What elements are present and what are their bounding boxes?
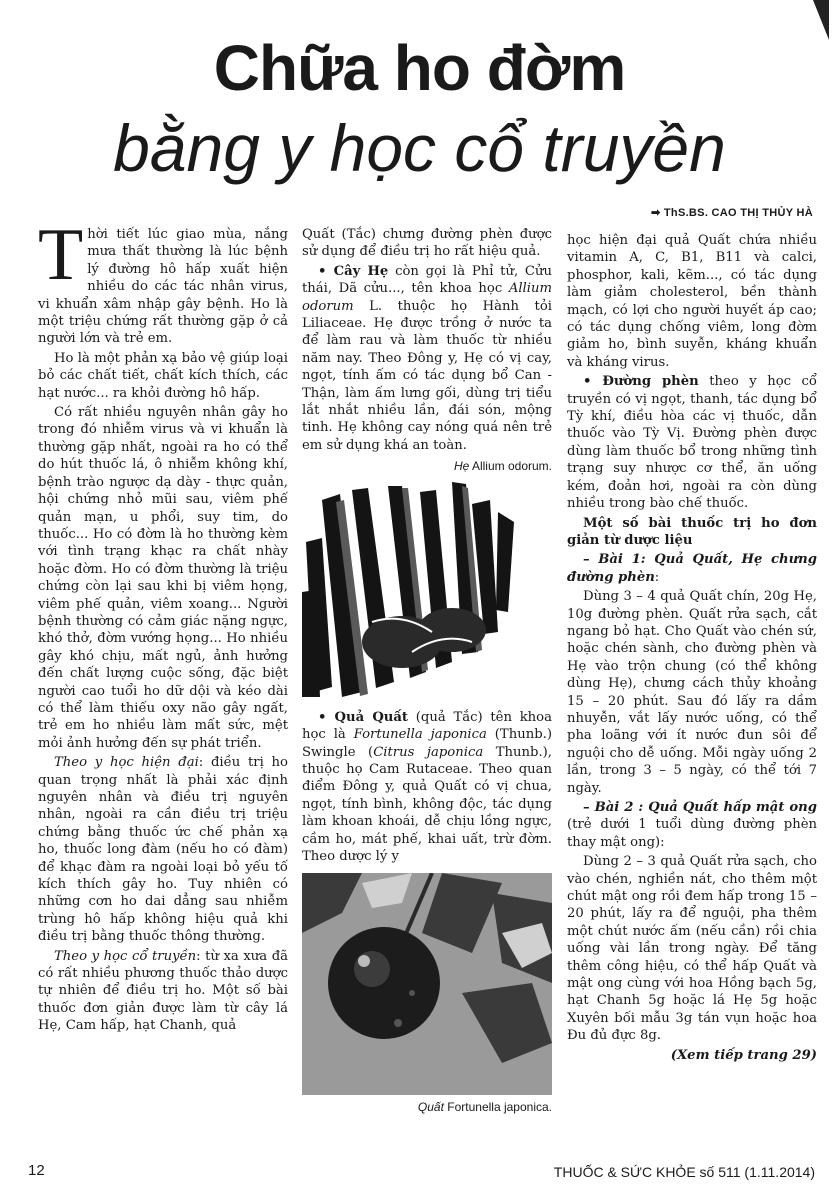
article-title-line1: Chữa ho đờm	[213, 32, 626, 104]
drop-cap: T	[38, 214, 84, 296]
chives-photo	[302, 482, 552, 697]
publication-footer: THUỐC & SỨC KHỎE số 511 (1.11.2014)	[553, 1164, 815, 1180]
photo-caption-kumquat: Quất Fortunella japonica.	[417, 1100, 552, 1115]
page-number: 12	[28, 1162, 45, 1179]
emphasis: Theo y học hiện đại	[54, 755, 199, 771]
recipe-1-title: – Bài 1: Quả Quất, Hẹ chưng đường phèn:	[567, 552, 817, 585]
chives-illustration	[302, 482, 552, 697]
section-heading: Một số bài thuốc trị ho đơn giản từ dược liệu	[567, 515, 817, 548]
recipe-2-body: Dùng 2 – 3 quả Quất rửa sạch, cho vào chén, nghiền nát, cho thêm một chút mật ong rồi đem hấp trong 15 – 20 phút, lấy ra để nguội, pha thêm một chút nước ấm (nếu cần) rồi chia uống vài lần trong ngày. Để tăng thêm công hiệu, có thể hấp Quất và mật ong cùng với hoa Hồng bạch 5g, hạt Chanh 5g hoặc lá Hẹ 5g hoặc Xuyên bối mẫu 3g tán vụn hoặc hoa Đu đủ đực 8g.	[567, 854, 817, 1044]
article-author: ➡ ThS.BS. CAO THỊ THỦY HÀ	[651, 207, 813, 219]
paragraph: • Cây Hẹ còn gọi là Phỉ tử, Cửu thái, Dã cửu..., tên khoa học Allium odorum L. thuộc họ Hành tỏi Liliaceae. Hẹ được trồng ở nước ta để làm rau và làm thuốc từ nhiều năm nay. Theo Đông y, Hẹ có vị cay, ngọt, tính ấm có tác dụng bổ Can - Thận, làm ấm lưng gối, dùng trị tiểu lắt nhắt nhiều lần, đái són, mộng tinh. Hẹ không cay nóng quá nên trẻ em sử dụng khá an toàn.	[302, 263, 553, 453]
paragraph: Theo y học cổ truyền: từ xa xưa đã có rất nhiều phương thuốc thảo dược tự nhiên để điều trị ho. Một số bài thuốc đơn giản được làm từ cây lá Hẹ, Cam hấp, hạt Chanh, quả	[38, 948, 288, 1034]
paragraph: Có rất nhiều nguyên nhân gây ho trong đó nhiễm virus và vi khuẩn là thường gặp nhất, ngoài ra ho có thể do hút thuốc lá, ô nhiễm không khí, bệnh trào ngược dạ dày - thực quản, hội chứng nhỏ mũi sau, viêm phế quản mạn, u phổi, suy tim, do thuốc... Ho có đờm là ho thường kèm với tình trạng khạc ra chất nhày hoặc đờm. Ho có đờm thường là triệu chứng còn lại sau khi bị viêm họng, viêm phế quản, viêm xoang... Người bệnh thường có cảm giác nặng ngực, khó thở, đờm vướng họng... Ho nhiều gây khó chịu, mất ngủ, ảnh hưởng đến chất lượng cuộc sống, đặc biệt người cao tuổi ho dữ dội và kéo dài có thể làm thiếu oxy não gây ngất, trẻ em ho nhiều làm mất sức, mệt mỏi ảnh hưởng đến sự phát triển.	[38, 405, 288, 751]
bullet-heading: • Quả Quất	[318, 709, 409, 725]
paragraph: • Quả Quất (quả Tắc) tên khoa học là Fortunella japonica (Thunb.) Swingle (Citrus japonica Thunb.), thuộc họ Cam Rutaceae. Theo quan điểm Đông y, quả Quất có vị chua, ngọt, tính bình, không độc, tác dụng làm khoan khoái, dễ chịu lồng ngực, cầm ho, mát phế, khai uất, trừ đờm. Theo dược lý y	[302, 709, 552, 864]
photo-caption-chives: Hẹ Allium odorum.	[453, 459, 552, 474]
kumquat-photo	[302, 873, 552, 1095]
kumquat-illustration	[302, 873, 552, 1095]
paragraph: học hiện đại quả Quất chứa nhiều vitamin A, C, B1, B11 và calci, phosphor, kali, kẽm..., có tác dụng làm giảm cholesterol, bền thành mạch, có lợi cho người huyết áp cao; có tác dụng chống viêm, long đờm giảm ho, bình suyễn, kháng khuẩn và kháng virus.	[567, 233, 817, 370]
emphasis: Theo y học cổ truyền	[54, 948, 197, 964]
paragraph: Quất (Tắc) chưng đường phèn được sử dụng để điều trị ho rất hiệu quả.	[302, 227, 552, 260]
bullet-heading: • Cây Hẹ	[318, 263, 389, 279]
column-3	[567, 232, 817, 1066]
column-1	[38, 214, 288, 1037]
paragraph: • Đường phèn theo y học cổ truyền có vị ngọt, thanh, tác dụng bổ Tỳ khí, điều hòa các vị thuốc, dẫn thuốc vào Tỳ Vị. Đường phèn được dùng làm thuốc bổ trong những tình trạng suy nhược cơ thể, ăn uống kém, đoản hơi, ngoài ra còn dùng nhiều trong bào chế thuốc.	[567, 374, 817, 512]
intro-paragraph: Thời tiết lúc giao mùa, nắng mưa thất thường là lúc bệnh lý đường hô hấp xuất hiện nhiều do các tác nhân virus, vi khuẩn xâm nhập gây bệnh. Ho là một triệu chứng rất thường gặp ở cả người lớn và trẻ em.	[38, 214, 288, 347]
bullet-heading: • Đường phèn	[583, 374, 699, 390]
recipe-2-title: – Bài 2 : Quả Quất hấp mật ong (trẻ dưới 1 tuổi dùng đường phèn thay mật ong):	[567, 800, 817, 850]
column-2	[302, 226, 552, 1123]
paragraph: Theo y học hiện đại: điều trị ho quan trọng nhất là phải xác định nguyên nhân và điều trị nguyên nhân, ngoài ra cần điều trị triệu chứng bằng thuốc ức chế phản xạ ho, thuốc long đàm (nếu ho có đàm) để khạc đàm ra ngoài loại bỏ yếu tố kích thích gây ho. Tuy nhiên có những cơn ho dai dẳng sau nhiễm trùng hô hấp không hiệu quả khi điều trị bằng thuốc thông thường.	[38, 755, 288, 945]
continued-note: (Xem tiếp trang 29)	[670, 1047, 817, 1063]
recipe-1-body: Dùng 3 – 4 quả Quất chín, 20g Hẹ, 10g đường phèn. Quất rửa sạch, cắt ngang bỏ hạt. Cho Quất vào chén sứ, hoặc chén sành, cho đường phèn và Hẹ vào trộn chung (có thể không dùng Hẹ), chưng cách thủy khoảng 15 – 20 phút. Sau đó lấy ra dầm nhuyễn, vắt lấy nước uống, có thể pha loãng với ít nước đun sôi để nguội cho dễ uống. Mỗi ngày uống 2 lần, trong 3 – 5 ngày, có thể tới 7 ngày.	[567, 589, 817, 796]
paragraph: Ho là một phản xạ bảo vệ giúp loại bỏ các chất tiết, chất kích thích, các hạt nước... ra khỏi đường hô hấp.	[38, 350, 288, 401]
article-title-line2: bằng y học cổ truyền	[113, 111, 726, 185]
